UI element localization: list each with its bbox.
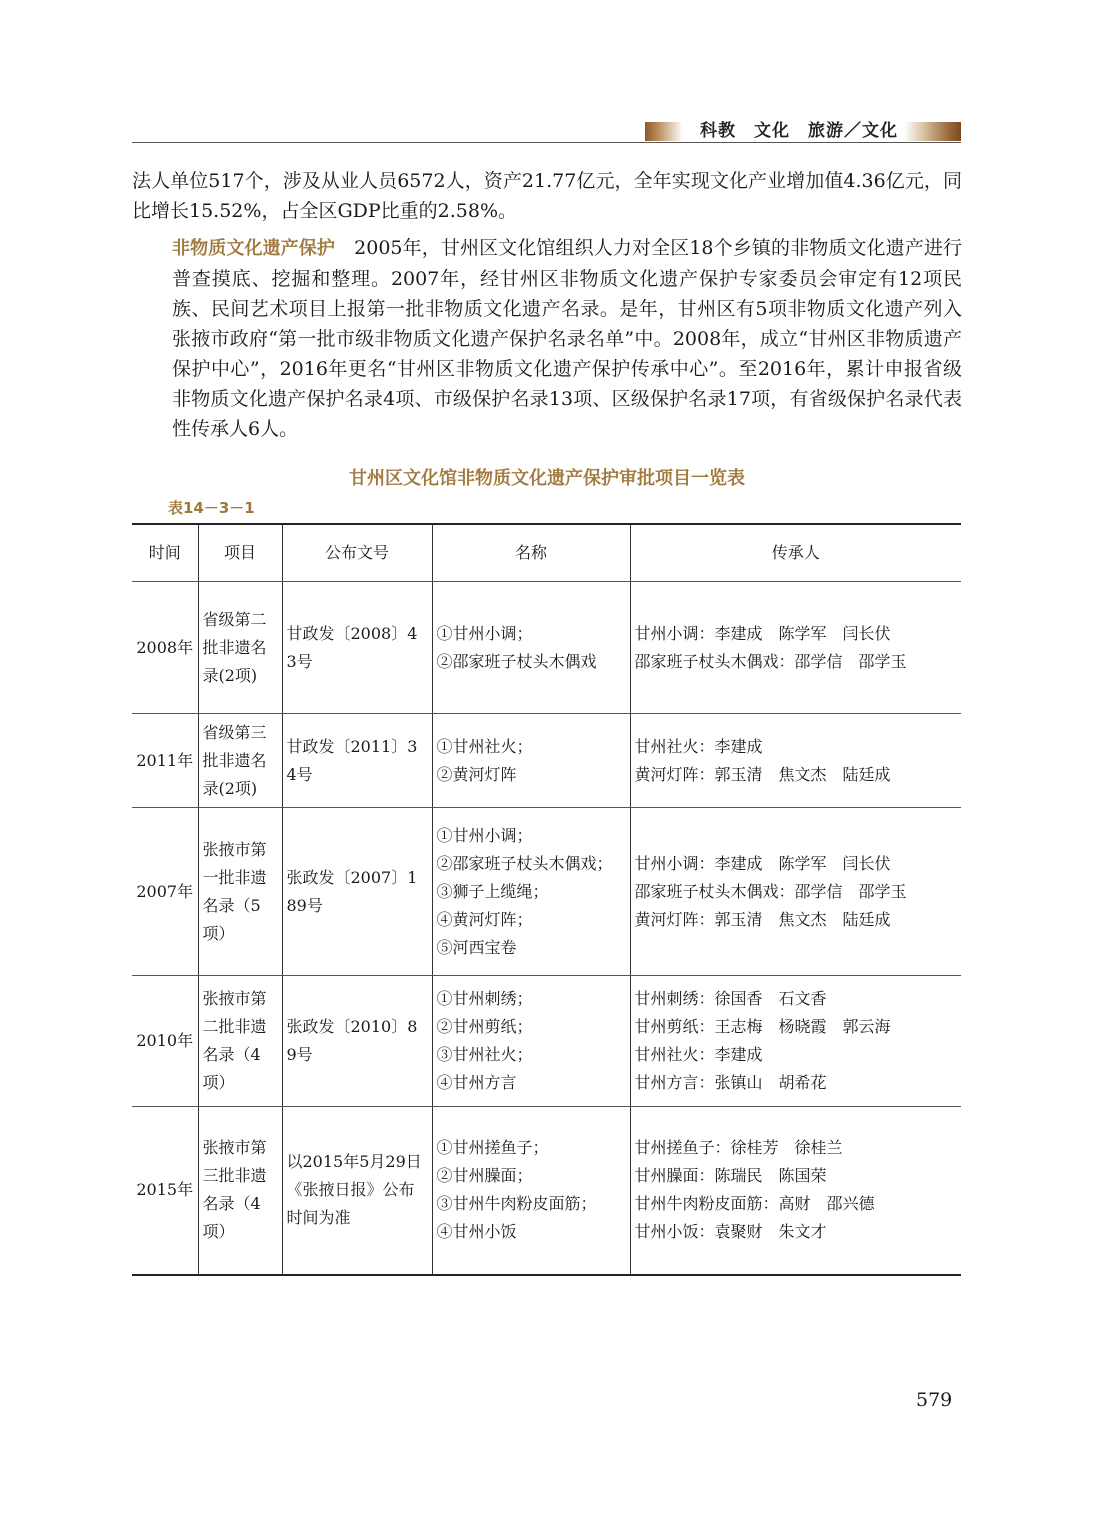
heritage-name: ③狮子上缆绳； [436, 881, 549, 901]
heritage-name: ①甘州小调； [436, 623, 533, 643]
cell-heirs [630, 1107, 961, 1275]
heritage-heir: 甘州小调：李建成 陈学军 闫长伏 [634, 853, 891, 873]
heritage-name: ②甘州剪纸； [436, 1017, 533, 1036]
heritage-name: ④甘州方言 [436, 1073, 517, 1092]
heritage-heir: 甘州小饭：袁聚财 朱文才 [634, 1222, 827, 1242]
heritage-heir: 甘州方言：张镇山 胡希花 [634, 1073, 827, 1092]
heritage-name: ③甘州牛肉粉皮面筋； [436, 1194, 597, 1214]
column-header: 名称 [432, 524, 630, 582]
heritage-heir: 邵家班子杖头木偶戏：邵学信 邵学玉 [634, 651, 907, 671]
heritage-name: ①甘州社火； [436, 736, 533, 756]
heritage-heir: 甘州刺绣：徐国香 石文香 [634, 989, 827, 1008]
heritage-name: ⑤河西宝卷 [436, 937, 517, 957]
table-row [132, 1107, 961, 1275]
body-paragraph-2-text: 2005年，甘州区文化馆组织人力对全区18个乡镇的非物质文化遗产进行普查摸底、挖掘和整理。2007年，经甘州区非物质文化遗产保护专家委员会审定有12项民族、民间艺术项目上报第一批非物质文化遗产名录。是年，甘州区有5项非物质文化遗产列入张掖市政府“第一批市级非物质文化遗产保护名录名单”中。2008年，成立“甘州区非物质遗产保护中心”，2016年更名“甘州区非物质文化遗产保护传承中心”。至2016年，累计申报省级非物质文化遗产保护名录4项、市级保护名录13项、区级保护名录17项，有省级保护名录代表性传承人6人。 [172, 237, 962, 440]
heritage-heir: 甘州臊面：陈瑞民 陈国荣 [634, 1166, 827, 1186]
heritage-name: ④甘州小饭 [436, 1222, 517, 1242]
cell-item: 张掖市第二批非遗名录（4项） [198, 976, 282, 1107]
header-rule [132, 142, 961, 143]
heritage-name: ②甘州臊面； [436, 1166, 533, 1186]
heritage-name: ④黄河灯阵； [436, 909, 533, 929]
heritage-name: ②邵家班子杖头木偶戏； [436, 853, 613, 873]
cell-heirs [630, 808, 961, 976]
heritage-heir: 邵家班子杖头木偶戏：邵学信 邵学玉 [634, 881, 907, 901]
heritage-name: ③甘州社火； [436, 1045, 533, 1064]
cell-item: 省级第二批非遗名录(2项) [198, 582, 282, 714]
cell-names [432, 714, 630, 808]
heritage-heir: 黄河灯阵：郭玉清 焦文杰 陆廷成 [634, 909, 891, 929]
column-header: 传承人 [630, 524, 961, 582]
heritage-heir: 甘州剪纸：王志梅 杨晓霞 郭云海 [634, 1017, 891, 1036]
table-title: 甘州区文化馆非物质文化遗产保护审批项目一览表 [349, 468, 745, 489]
cell-item: 张掖市第三批非遗名录（4项） [198, 1107, 282, 1275]
column-header: 时间 [132, 524, 198, 582]
cell-doc: 张政发〔2010〕89号 [282, 976, 432, 1107]
cell-heirs [630, 714, 961, 808]
page-number: 579 [916, 1389, 953, 1411]
cell-year: 2015年 [132, 1107, 198, 1275]
heritage-name: ②邵家班子杖头木偶戏 [436, 651, 597, 671]
table-row [132, 976, 961, 1107]
cell-doc: 甘政发〔2008〕43号 [282, 582, 432, 714]
column-header: 项目 [198, 524, 282, 582]
table-header-row [132, 524, 961, 582]
cell-year: 2008年 [132, 582, 198, 714]
heritage-heir: 甘州社火：李建成 [634, 736, 763, 756]
cell-year: 2007年 [132, 808, 198, 976]
column-header: 公布文号 [282, 524, 432, 582]
body-paragraph-1: 法人单位517个，涉及从业人员6572人，资产21.77亿元，全年实现文化产业增加值4.36亿元，同比增长15.52%，占全区GDP比重的2.58%。 [132, 170, 962, 222]
table-row [132, 582, 961, 714]
cell-doc: 张政发〔2007〕189号 [282, 808, 432, 976]
cell-names [432, 582, 630, 714]
cell-doc: 以2015年5月29日《张掖日报》公布时间为准 [282, 1107, 432, 1275]
cell-item: 省级第三批非遗名录(2项) [198, 714, 282, 808]
cell-item: 张掖市第一批非遗名录（5项） [198, 808, 282, 976]
table-number: 表14－3－1 [168, 499, 255, 517]
heritage-heir: 甘州搓鱼子：徐桂芳 徐桂兰 [634, 1138, 843, 1158]
heritage-heir: 甘州牛肉粉皮面筋：高财 邵兴德 [634, 1194, 875, 1214]
cell-year: 2011年 [132, 714, 198, 808]
heritage-name: ①甘州搓鱼子； [436, 1138, 549, 1158]
heritage-heir: 甘州小调：李建成 陈学军 闫长伏 [634, 623, 891, 643]
heritage-heir: 黄河灯阵：郭玉清 焦文杰 陆廷成 [634, 764, 891, 784]
cell-names [432, 976, 630, 1107]
cell-heirs [630, 582, 961, 714]
running-header: 科教 文化 旅游／文化 [700, 121, 898, 141]
heritage-heir: 甘州社火：李建成 [634, 1045, 763, 1064]
cell-names [432, 808, 630, 976]
heritage-name: ①甘州小调； [436, 825, 533, 845]
cell-names [432, 1107, 630, 1275]
body-paragraph-2 [132, 233, 962, 444]
heritage-name: ①甘州刺绣； [436, 989, 533, 1008]
table-row [132, 808, 961, 976]
table-row [132, 714, 961, 808]
heritage-table [132, 523, 961, 1276]
section-heading: 非物质文化遗产保护 [172, 238, 336, 259]
cell-doc: 甘政发〔2011〕34号 [282, 714, 432, 808]
cell-year: 2010年 [132, 976, 198, 1107]
heritage-name: ②黄河灯阵 [436, 764, 517, 784]
cell-heirs [630, 976, 961, 1107]
